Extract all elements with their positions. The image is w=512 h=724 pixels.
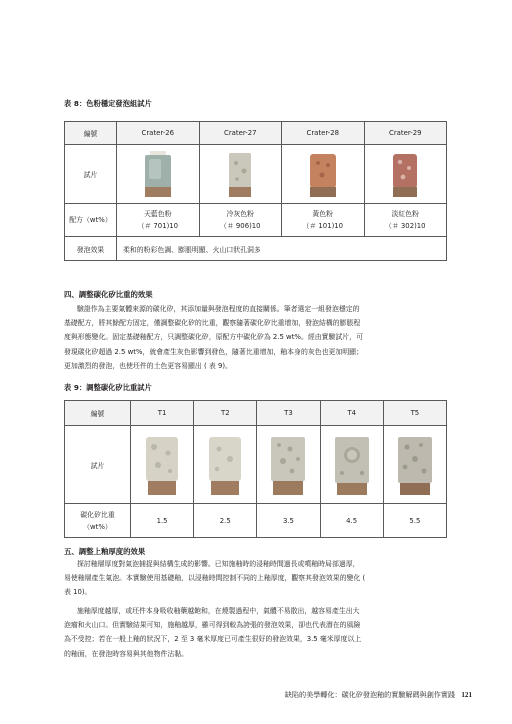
- paragraph-line: 表 10)。: [64, 588, 92, 597]
- pigment-code: （＃ 302)10: [384, 222, 426, 230]
- pigment-name: 淡紅色粉: [391, 210, 420, 218]
- table9-sample-row-label: 試片: [65, 426, 131, 504]
- table9-column-header: T5: [383, 401, 446, 426]
- t3-sample-image: [268, 435, 308, 495]
- table8-column-header: Crater-29: [364, 122, 447, 145]
- table8-header-label: 編號: [65, 122, 117, 145]
- table9-caption: 表 9：調整碳化矽比重試片: [64, 383, 152, 392]
- section4-heading: 四、調整碳化矽比重的效果: [64, 290, 153, 299]
- table9-column-header: T2: [194, 401, 257, 426]
- paragraph-line: 度與形態變化。固定基礎釉配方，只調整碳化矽，原配方中碳化矽為 2.5 wt%。經由實驗試片，可: [64, 333, 363, 342]
- crater-27-sample-image: [223, 151, 257, 197]
- crater-29-sample-image: [388, 151, 422, 197]
- section5-paragraph-1: [64, 557, 447, 600]
- paragraph-line: 為不受控；若在一般上釉的狀況下，2 至 3 毫米厚度已可產生很好的發泡效果，3.5 毫米厚度以上: [64, 635, 362, 644]
- table8-column-header: Crater-26: [117, 122, 200, 145]
- t2-sample-image: [205, 435, 245, 495]
- section5-paragraph-2: [64, 604, 447, 661]
- table8-effect-row: [65, 237, 447, 261]
- paragraph-line: 探討釉層厚度對氣泡捕捉與結構生成的影響。已知施釉時的浸釉時間過長或噴釉時局部過厚，: [77, 560, 360, 568]
- table8-sample-row: [65, 145, 447, 204]
- table9-header-row: [65, 401, 447, 426]
- ratio-value: 2.5: [194, 504, 257, 538]
- ratio-value: 1.5: [131, 504, 194, 538]
- table9-sample-row: [65, 426, 447, 504]
- table9-header-label: 編號: [65, 401, 131, 426]
- t1-sample-image: [142, 435, 182, 495]
- pigment-name: 天藍色粉: [143, 210, 172, 218]
- section4-paragraph: [64, 302, 447, 373]
- table9-ratio-row-label: 碳化矽比重（wt%）: [65, 504, 131, 538]
- page-footer: [285, 690, 472, 700]
- table8-column-header: Crater-27: [199, 122, 282, 145]
- table8-header-row: [65, 122, 447, 145]
- t4-sample-image: [332, 435, 372, 495]
- crater-28-sample-image: [306, 151, 340, 197]
- paragraph-line: 驗證作為主要氣體來源的碳化矽，其添加量與發泡程度的直接關係。筆者選定一組發泡穩定的: [77, 305, 360, 313]
- ratio-value: 4.5: [320, 504, 383, 538]
- table8-sample-row-label: 試片: [65, 145, 117, 204]
- pigment-code: （＃ 906)10: [219, 222, 261, 230]
- footer-title: 缺陷的美學轉化：碳化矽發泡釉的實驗解碼與創作實踐: [284, 690, 456, 699]
- table8-pigment-row: [65, 204, 447, 237]
- table8-pigment-row-label: 配方（wt%）: [65, 204, 117, 237]
- ratio-value: 3.5: [257, 504, 320, 538]
- crater-26-sample-image: [141, 151, 175, 197]
- paragraph-line: 易使釉層產生氣泡。本實驗使用基礎釉，以浸釉時間控制不同的上釉厚度，觀察其發泡效果的變化 (: [64, 574, 366, 583]
- table9-column-header: T1: [131, 401, 194, 426]
- t5-sample-image: [395, 435, 435, 495]
- paragraph-line: 施釉厚度越厚，或坯件本身吸收釉藥越飽和，在燒製過程中，氣體不易散出，越容易產生出大: [77, 607, 360, 615]
- table9: [64, 400, 447, 538]
- paragraph-line: 基礎配方，將其餘配方固定，僅調整碳化矽的比重，觀察隨著碳化矽比重增加，發泡結構的膨脹程: [64, 319, 361, 328]
- paragraph-line: 發現碳化矽超過 2.5 wt%，就會產生灰色影響到發色，隨著比重增加，釉本身的灰色也更加明顯；: [64, 347, 363, 356]
- table9-column-header: T3: [257, 401, 320, 426]
- paragraph-line: 泡瘤和火山口。但實驗結果可知，施釉越厚，雖可得到較為誇張的發泡效果，卻也代表潛在的風險: [64, 621, 361, 630]
- paragraph-line: 的釉面，在發泡時容易與其他物件沾黏。: [64, 649, 189, 658]
- table9-ratio-row: [65, 504, 447, 538]
- paragraph-line: 更加激烈的發泡，也使坯件的土色更容易顯出 ( 表 9)。: [64, 361, 232, 370]
- section5-heading: 五、調整上釉厚度的效果: [64, 547, 146, 556]
- pigment-name: 冷灰色粉: [226, 210, 255, 218]
- table8-effect-value: 柔和的粉彩色調、膨脹明顯、火山口狀孔洞多: [117, 237, 447, 261]
- pigment-name: 黃色粉: [312, 210, 334, 218]
- table9-column-header: T4: [320, 401, 383, 426]
- table8: [64, 121, 447, 261]
- pigment-code: （＃ 701)10: [137, 222, 179, 230]
- table8-effect-row-label: 發泡效果: [65, 237, 117, 261]
- table8-column-header: Crater-28: [282, 122, 365, 145]
- ratio-value: 5.5: [383, 504, 446, 538]
- pigment-code: （＃ 101)10: [302, 222, 344, 230]
- page-number: 121: [461, 691, 472, 699]
- table8-caption: 表 8：色粉穩定發泡組試片: [64, 99, 152, 108]
